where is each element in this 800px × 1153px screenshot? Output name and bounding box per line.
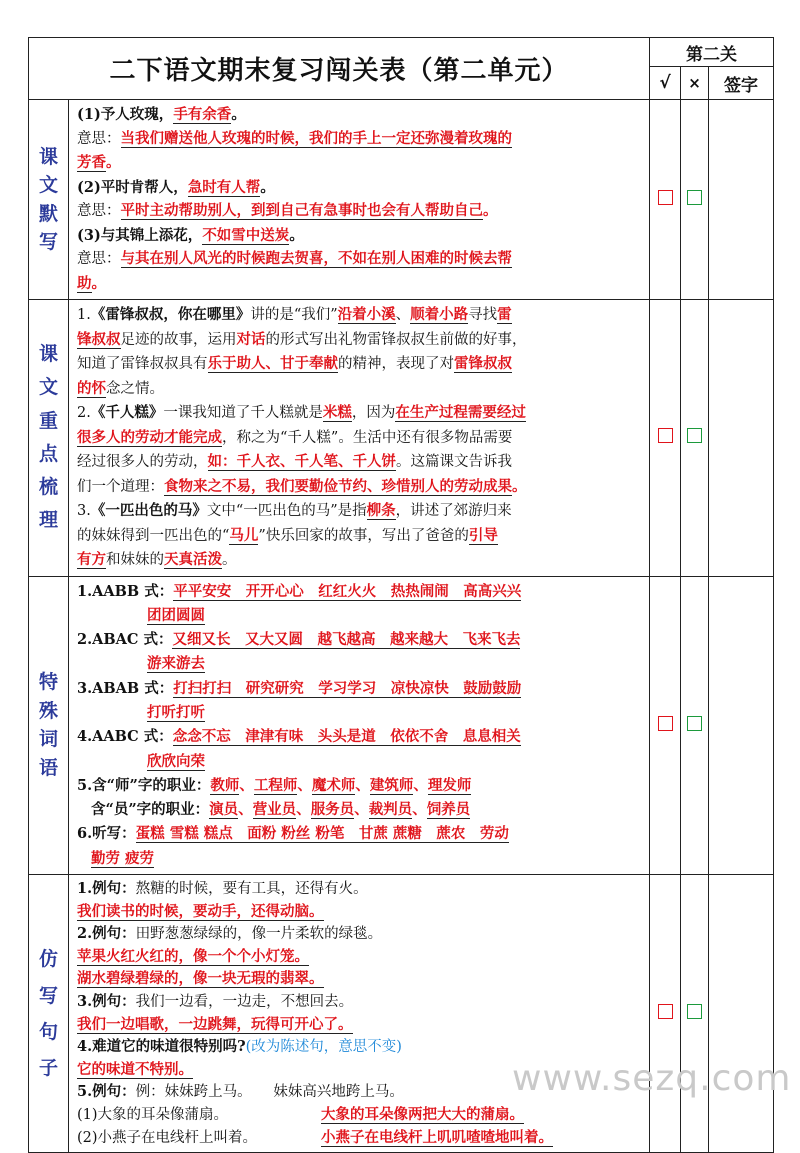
check-box-cell[interactable] [650, 875, 681, 1153]
cross-box-cell[interactable] [681, 875, 709, 1153]
sign-cell[interactable] [709, 576, 774, 875]
green-checkbox[interactable] [687, 190, 702, 205]
category-label: 仿 写 句 子 [29, 875, 69, 1153]
category-label: 课 文 默 写 [29, 100, 69, 300]
category-label: 特 殊 词 语 [29, 576, 69, 875]
page-title: 二下语文期末复习闯关表（第二单元） [29, 38, 650, 100]
cross-box-cell[interactable] [681, 576, 709, 875]
check-mark-header: √ [650, 67, 681, 100]
watermark: www.sezq.com [512, 1058, 792, 1099]
section-content: 1.《雷锋叔叔，你在哪里》讲的是“我们”沿着小溪、顺着小路寻找雷 锋叔叔足迹的故事，运用对话的形式写出礼物雷锋叔叔生前做的好事， 知道了雷锋叔叔具有乐于助人、甘于奉献的精神，表现了对雷锋叔叔 的怀念之情。 2.《千人糕》一课我知道了千人糕就是米糕，因为在生产过程需要经过 很多人的劳动才能完成，称之为“千人糕”。生活中还有很多物品需要 经过很多人的劳动，如：千人衣、千人笔、千人饼。这篇课文告诉我 们一个道理：食物来之不易，我们要勤俭节约、珍惜别人的劳动成果。 3.《一匹出色的马》文中“一匹出色的马”是指柳条，讲述了郊游归来 的妹妹得到一匹出色的“马儿”快乐回家的故事，写出了爸爸的引导 有方和妹妹的天真活泼。 [69, 300, 650, 577]
check-box-cell[interactable] [650, 576, 681, 875]
level-header: 第二关 [650, 38, 774, 67]
sign-cell[interactable] [709, 300, 774, 577]
sign-cell[interactable] [709, 875, 774, 1153]
check-box-cell[interactable] [650, 300, 681, 577]
cross-mark-header: × [681, 67, 709, 100]
section-content: 1.AABB 式：平平安安 开开心心 红红火火 热热闹闹 高高兴兴 团团圆圆 2.ABAC 式：又细又长 又大又圆 越飞越高 越来越大 飞来飞去 游来游去 3.ABAB 式：打扫打扫 研究研究 学习学习 凉快凉快 鼓励鼓励 打听打听 4.AABC 式：念念不忘 津津有味 头头是道 依依不舍 息息相关 欣欣向荣 5.含“师”字的职业：教师、工程师、魔术师、建筑师、理发师 含“员”字的职业：演员、营业员、服务员、裁判员、饲养员 6.听写：蛋糕 雪糕 糕点 面粉 粉丝 粉笔 甘蔗 蔗糖 蔗农 劳动 勤劳 疲劳 [69, 576, 650, 875]
section-content: 1.例句：熬糖的时候，要有工具，还得有火。 我们读书的时候，要动手，还得动脑。 2.例句：田野葱葱绿绿的，像一片柔软的绿毯。 苹果火红火红的，像一个个小灯笼。 湖水碧绿碧绿的，像一块无瑕的翡翠。 3.例句：我们一边看，一边走，不想回去。 我们一边唱歌，一边跳舞，玩得可开心了。 4.难道它的味道很特别吗?(改为陈述句，意思不变) 它的味道不特别。 5.例句：例：妹妹跨上马。 妹妹高兴地跨上马。 (1)大象的耳朵像蒲扇。 大象的耳朵像两把大大的蒲扇。 (2)小燕子在电线杆上叫着。 小燕子在电线杆上叽叽喳喳地叫着。 [69, 875, 650, 1153]
review-table [28, 37, 774, 1153]
cross-box-cell[interactable] [681, 100, 709, 300]
cross-box-cell[interactable] [681, 300, 709, 577]
category-label: 课 文 重 点 梳 理 [29, 300, 69, 577]
green-checkbox[interactable] [687, 716, 702, 731]
red-checkbox[interactable] [658, 1004, 673, 1019]
section-imitation [29, 875, 774, 1153]
sign-cell[interactable] [709, 100, 774, 300]
section-key-points [29, 300, 774, 577]
section-recitation [29, 100, 774, 300]
sign-header: 签字 [709, 67, 774, 100]
section-content: (1)予人玫瑰，手有余香。 意思：当我们赠送他人玫瑰的时候，我们的手上一定还弥漫着玫瑰的 芳香。 (2)平时肯帮人，急时有人帮。 意思：平时主动帮助别人，到到自己有急事时也会有人帮助自己。 (3)与其锦上添花，不如雪中送炭。 意思：与其在别人风光的时候跑去贺喜，不如在别人困难的时候去帮 助。 [69, 100, 650, 300]
red-checkbox[interactable] [658, 190, 673, 205]
section-special-words [29, 576, 774, 875]
green-checkbox[interactable] [687, 1004, 702, 1019]
red-checkbox[interactable] [658, 716, 673, 731]
red-checkbox[interactable] [658, 428, 673, 443]
check-box-cell[interactable] [650, 100, 681, 300]
green-checkbox[interactable] [687, 428, 702, 443]
